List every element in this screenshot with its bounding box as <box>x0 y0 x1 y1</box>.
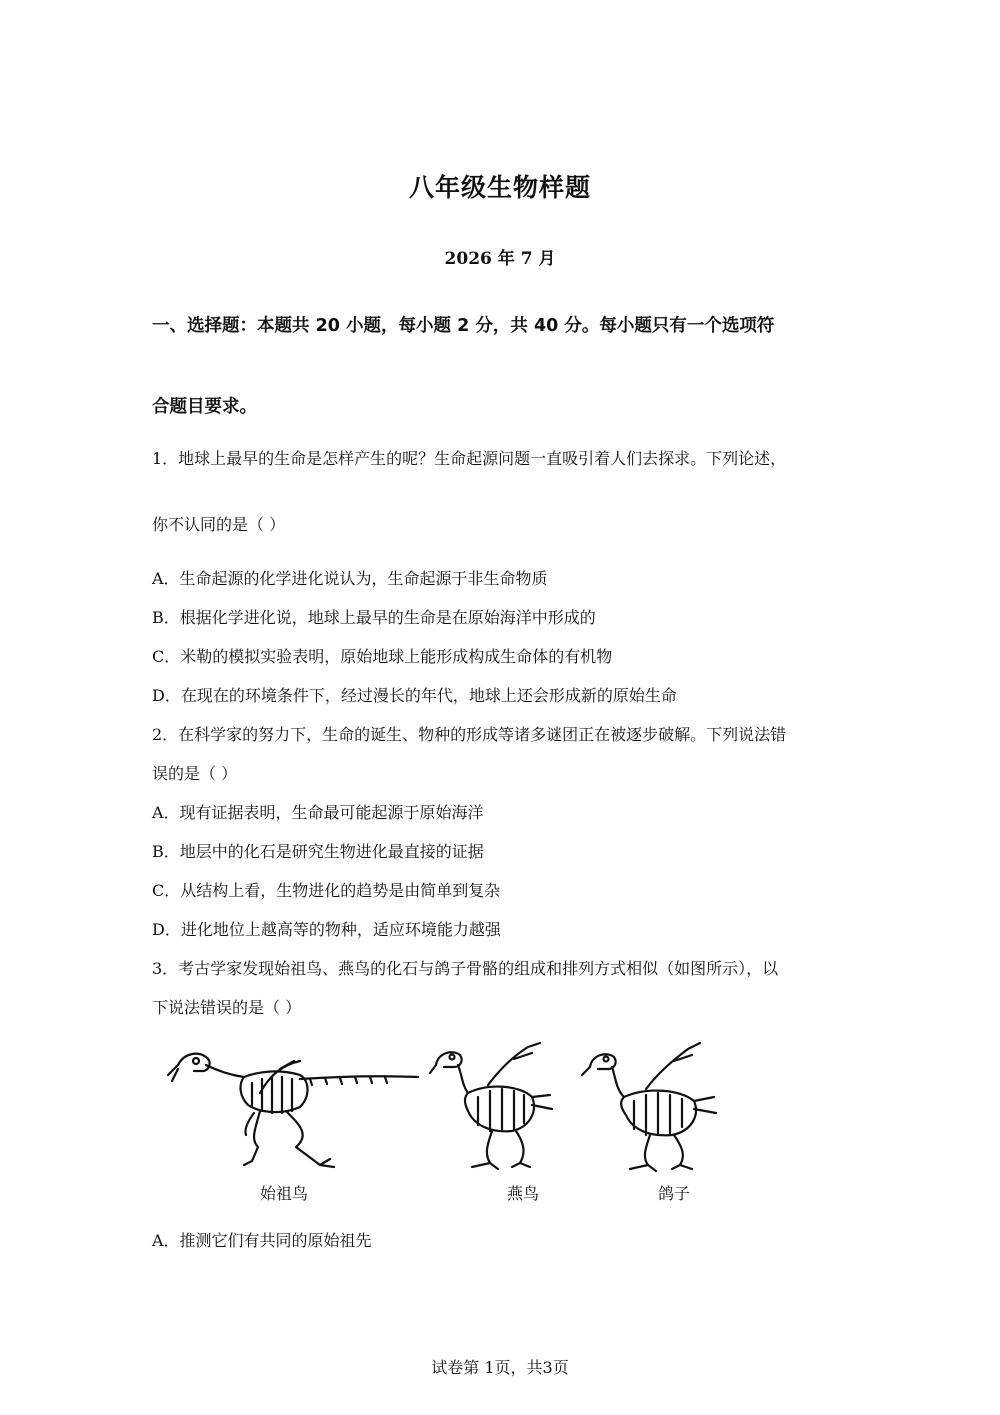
question-1-stem-line-2: 你不认同的是（ ） <box>152 515 286 534</box>
question-2-option-b: B．地层中的化石是研究生物进化最直接的证据 <box>152 842 484 861</box>
bird-skeleton-figure <box>160 1035 730 1210</box>
page-title: 八年级生物样题 <box>408 173 591 202</box>
question-3-option-a: A．推测它们有共同的原始祖先 <box>152 1231 372 1250</box>
section-heading-line-2: 合题目要求。 <box>152 397 257 417</box>
figure-label-archaeopteryx: 始祖鸟 <box>260 1184 309 1203</box>
question-1-option-d: D．在现在的环境条件下，经过漫长的年代，地球上还会形成新的原始生命 <box>152 686 677 705</box>
question-3-stem-line-2: 下说法错误的是（ ） <box>152 998 302 1017</box>
figure-label-swallow-bird: 燕鸟 <box>507 1184 540 1203</box>
question-2-stem-line-1: 2．在科学家的努力下，生命的诞生、物种的形成等诸多谜团正在被逐步破解。下列说法错 <box>152 725 787 744</box>
question-3-stem-line-1: 3．考古学家发现始祖鸟、燕鸟的化石与鸽子骨骼的组成和排列方式相似（如图所示），以 <box>152 959 779 978</box>
question-2-stem-line-2: 误的是（ ） <box>152 764 238 783</box>
exam-date: 2026 年 7 月 <box>444 249 556 269</box>
question-1-stem-line-1: 1．地球上最早的生命是怎样产生的呢？生命起源问题一直吸引着人们去探求。下列论述， <box>152 449 787 468</box>
page-footer: 试卷第 1页，共3页 <box>431 1358 569 1377</box>
question-1-option-c: C．米勒的模拟实验表明，原始地球上能形成构成生命体的有机物 <box>152 647 613 666</box>
pigeon-skeleton-image <box>580 1035 730 1175</box>
question-2-option-d: D．进化地位上越高等的物种，适应环境能力越强 <box>152 920 501 939</box>
question-1-option-b: B．根据化学进化说，地球上最早的生命是在原始海洋中形成的 <box>152 608 596 627</box>
archaeopteryx-skeleton-image <box>160 1035 425 1175</box>
section-heading-line-1: 一、选择题：本题共 20 小题，每小题 2 分，共 40 分。每小题只有一个选项符 <box>152 316 775 336</box>
question-2-option-a: A．现有证据表明，生命最可能起源于原始海洋 <box>152 803 484 822</box>
swallow-bird-skeleton-image <box>428 1035 568 1175</box>
figure-label-pigeon: 鸽子 <box>658 1184 691 1203</box>
question-2-option-c: C．从结构上看，生物进化的趋势是由简单到复杂 <box>152 881 501 900</box>
question-1-option-a: A．生命起源的化学进化说认为，生命起源于非生命物质 <box>152 569 548 588</box>
